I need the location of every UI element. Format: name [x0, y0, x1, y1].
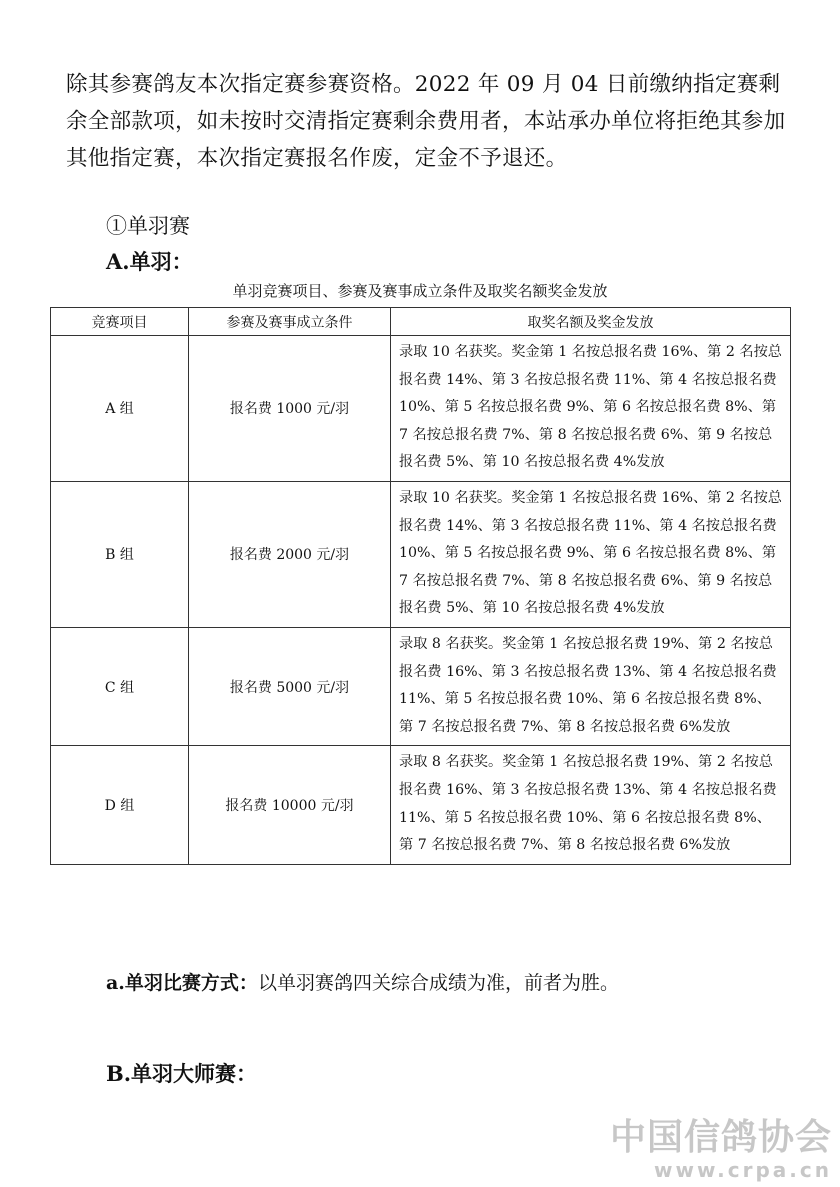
header-event: 竞赛项目 [51, 308, 189, 336]
table-row [51, 336, 791, 482]
watermark-url: www.crpa.cn [654, 1158, 832, 1182]
note-text: 以单羽赛鸽四关综合成绩为准，前者为胜。 [257, 972, 619, 994]
award-cell: 录取 8 名获奖。奖金第 1 名按总报名费 19%、第 2 名按总报名费 16%、第 3 名按总报名费 13%、第 4 名按总报名费 11%、第 5 名按总报名费 10%、第 6 名按总报名费 8%、第 7 名按总报名费 7%、第 8 名按总报名费 6%发放 [391, 746, 791, 864]
table-caption: 单羽竞赛项目、参赛及赛事成立条件及取奖名额奖金发放 [232, 282, 608, 300]
section-title: ①单羽赛 [106, 214, 190, 238]
award-cell: 录取 10 名获奖。奖金第 1 名按总报名费 16%、第 2 名按总报名费 14%、第 3 名按总报名费 11%、第 4 名按总报名费 10%、第 5 名按总报名费 9%、第 6 名按总报名费 8%、第 7 名按总报名费 7%、第 8 名按总报名费 6%、第 9 名按总报名费 5%、第 10 名按总报名费 4%发放 [391, 481, 791, 627]
award-cell: 录取 10 名获奖。奖金第 1 名按总报名费 16%、第 2 名按总报名费 14%、第 3 名按总报名费 11%、第 4 名按总报名费 10%、第 5 名按总报名费 9%、第 6 名按总报名费 8%、第 7 名按总报名费 7%、第 8 名按总报名费 6%、第 9 名按总报名费 5%、第 10 名按总报名费 4%发放 [391, 336, 791, 482]
table-header-row [51, 308, 791, 336]
note-label: a.单羽比赛方式： [106, 972, 258, 994]
group-cell: C 组 [51, 627, 189, 745]
group-cell: A 组 [51, 336, 189, 482]
group-cell: D 组 [51, 746, 189, 864]
condition-cell: 报名费 10000 元/羽 [189, 746, 391, 864]
group-cell: B 组 [51, 481, 189, 627]
prize-table [50, 307, 791, 865]
watermark [602, 1118, 832, 1182]
competition-method-note [106, 968, 619, 995]
table-row [51, 746, 791, 864]
subsection-a-heading: A.单羽： [106, 249, 193, 274]
condition-cell: 报名费 1000 元/羽 [189, 336, 391, 482]
condition-cell: 报名费 5000 元/羽 [189, 627, 391, 745]
header-award: 取奖名额及奖金发放 [391, 308, 791, 336]
intro-paragraph: 除其参赛鸽友本次指定赛参赛资格。2022 年 09 月 04 日前缴纳指定赛剩余全部款项，如未按时交清指定赛剩余费用者，本站承办单位将拒绝其参加其他指定赛，本次指定赛报名作废，定金不予退还。 [66, 72, 786, 171]
table-row [51, 481, 791, 627]
watermark-name: 中国信鸽协会 [609, 1117, 832, 1158]
subsection-b-heading: B.单羽大师赛： [106, 1061, 258, 1086]
award-cell: 录取 8 名获奖。奖金第 1 名按总报名费 19%、第 2 名按总报名费 16%、第 3 名按总报名费 13%、第 4 名按总报名费 11%、第 5 名按总报名费 10%、第 6 名按总报名费 8%、第 7 名按总报名费 7%、第 8 名按总报名费 6%发放 [391, 627, 791, 745]
header-condition: 参赛及赛事成立条件 [189, 308, 391, 336]
condition-cell: 报名费 2000 元/羽 [189, 481, 391, 627]
table-row [51, 627, 791, 745]
